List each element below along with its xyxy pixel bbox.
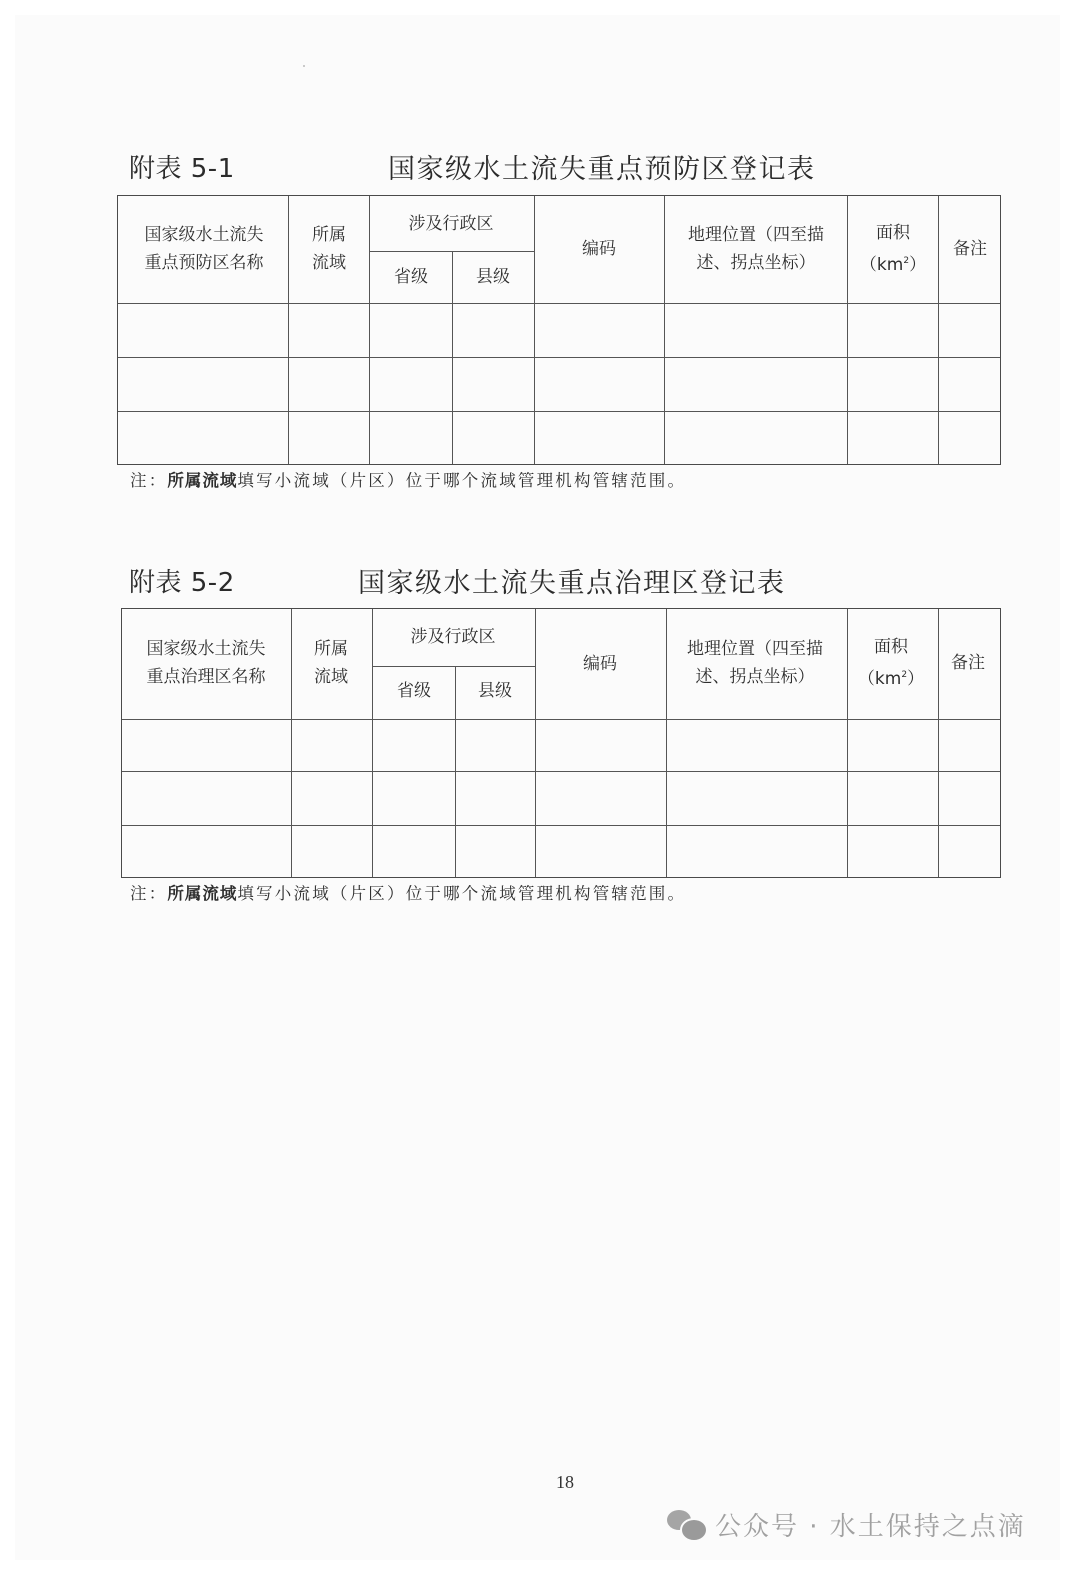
header-area-line2 [860,247,926,279]
header-basin [312,221,346,277]
header-name [145,221,264,277]
note-text: 填写小流域（片区）位于哪个流域管理机构管辖范围。 [237,884,687,903]
header-name [147,635,266,691]
grid-line [938,196,939,464]
grid-line [664,196,665,464]
header-remark: 备注 [951,653,985,673]
grid-line [535,609,536,877]
header-basin-line2: 流域 [312,253,346,273]
grid-line [291,609,292,877]
area-unit: （km [857,669,902,689]
note-prefix: 注： [130,884,168,903]
header-area [860,219,926,279]
header-area-line2 [858,661,924,693]
area-unit-close: ） [909,255,927,275]
header-basin-line1: 所属 [314,639,348,659]
grid-line [118,357,1000,358]
page-number: 18 [556,1472,574,1492]
header-code: 编码 [582,239,616,259]
note-prefix: 注： [130,471,168,490]
watermark [667,1506,1026,1543]
header-geo [688,221,824,277]
table-number: 附表 5-1 [129,154,235,184]
grid-line [372,609,373,877]
header-name-line2: 重点预防区名称 [144,253,264,273]
header-geo [687,635,823,691]
grid-line [372,666,535,667]
note-bold-term: 所属流域 [167,884,238,903]
registration-table [117,195,1001,465]
grid-line [369,251,534,252]
area-unit-exponent: 2 [901,670,908,680]
grid-line [534,196,535,464]
header-county: 县级 [478,681,512,701]
header-geo-line2: 述、拐点坐标） [695,667,815,687]
area-unit-close: ） [907,669,925,689]
registration-table [121,608,1001,878]
grid-line [118,411,1000,412]
note-text: 填写小流域（片区）位于哪个流域管理机构管辖范围。 [237,471,687,490]
table-note [130,467,686,491]
header-province: 省级 [394,267,428,287]
header-admin: 涉及行政区 [408,214,494,234]
table-title: 国家级水土流失重点预防区登记表 [388,154,816,185]
header-area-line1: 面积 [875,223,910,243]
header-admin: 涉及行政区 [410,627,496,647]
header-area [858,633,924,693]
note-bold-term: 所属流域 [167,471,238,490]
area-unit-exponent: 2 [903,256,910,266]
header-name-line2: 重点治理区名称 [146,667,266,687]
watermark-text: 公众号 · 水土保持之点滴 [715,1512,1026,1542]
grid-line [122,719,1000,720]
grid-line [666,609,667,877]
grid-line [847,196,848,464]
grid-line [122,825,1000,826]
scan-speck [303,65,305,67]
table-number: 附表 5-2 [129,568,235,598]
table-note [130,880,686,904]
grid-line [118,303,1000,304]
table-title: 国家级水土流失重点治理区登记表 [358,568,786,599]
grid-line [938,609,939,877]
grid-line [847,609,848,877]
wechat-icon [667,1508,707,1542]
header-geo-line1: 地理位置（四至描 [687,639,823,659]
header-geo-line1: 地理位置（四至描 [688,225,824,245]
header-remark: 备注 [953,239,987,259]
grid-line [369,196,370,464]
header-province: 省级 [397,681,431,701]
header-basin-line2: 流域 [314,667,348,687]
header-county: 县级 [476,267,510,287]
area-unit: （km [859,255,904,275]
header-code: 编码 [583,654,617,674]
header-basin-line1: 所属 [312,225,346,245]
header-basin [314,635,348,691]
grid-line [122,771,1000,772]
header-name-line1: 国家级水土流失 [146,639,266,659]
header-geo-line2: 述、拐点坐标） [696,253,816,273]
header-area-line1: 面积 [873,637,908,657]
header-name-line1: 国家级水土流失 [144,225,264,245]
grid-line [288,196,289,464]
